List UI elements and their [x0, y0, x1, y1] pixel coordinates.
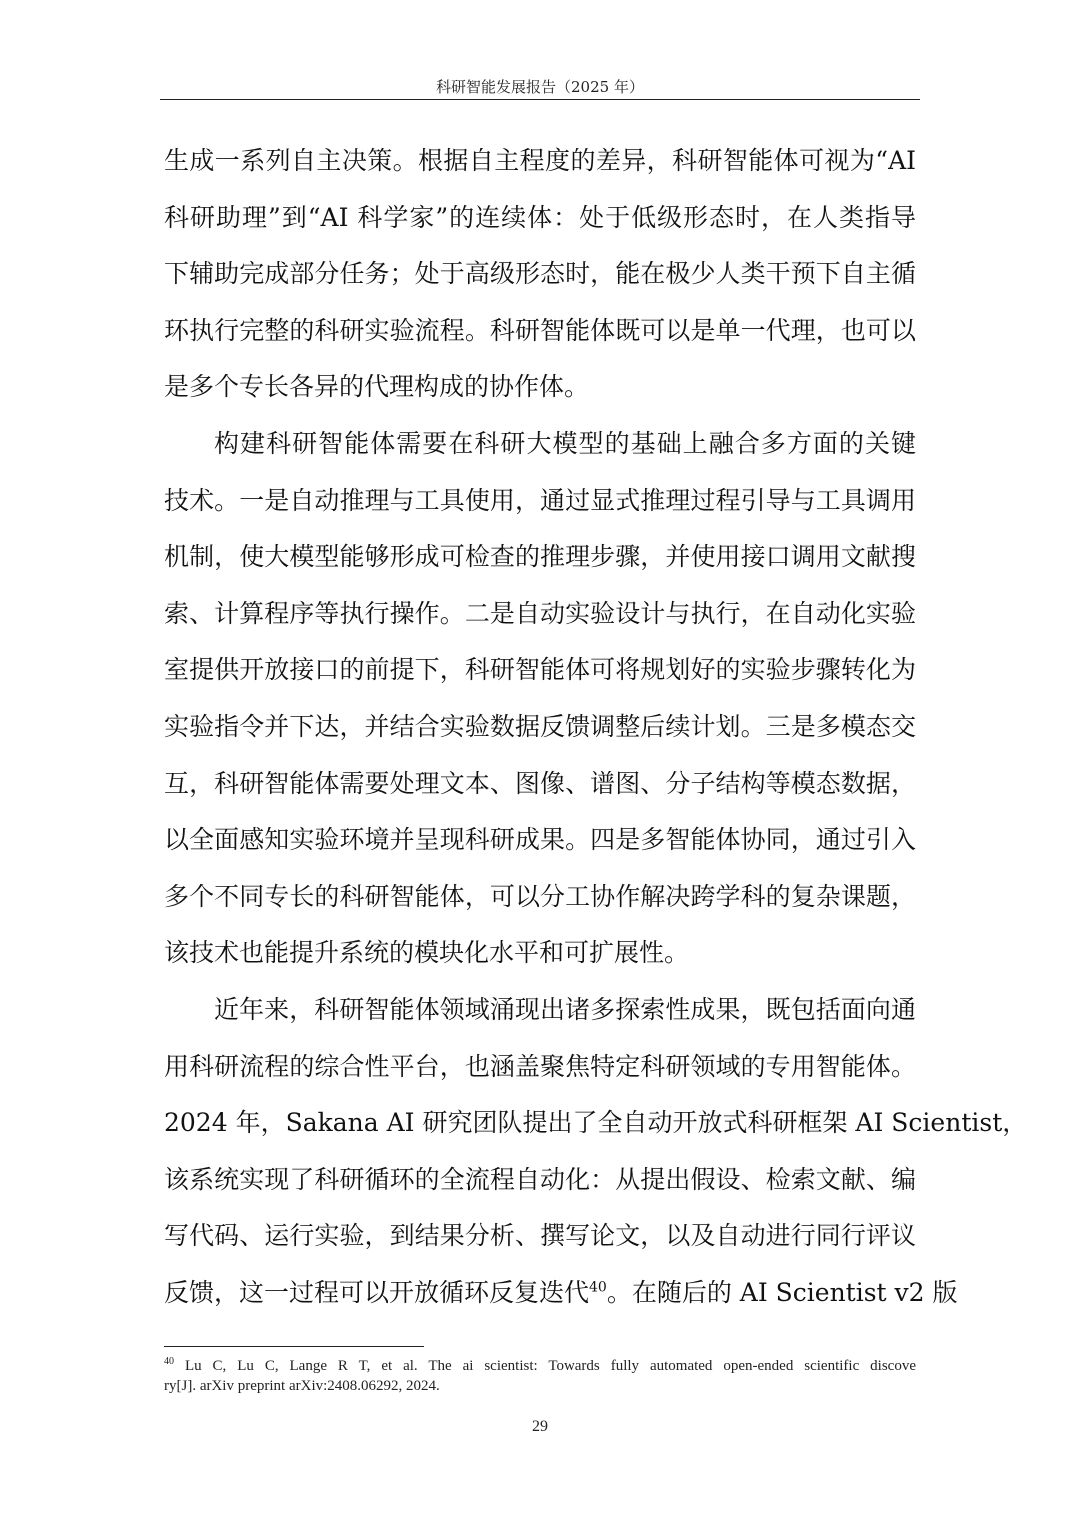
text-line-with-citation [164, 1265, 958, 1322]
text-line: 多个不同专长的科研智能体，可以分工协作解决跨学科的复杂课题， [164, 881, 916, 911]
page-number: 29 [532, 1418, 548, 1435]
text-line: 室提供开放接口的前提下，科研智能体可将规划好的实验步骤转化为 [164, 655, 916, 685]
text-line: 技术。一是自动推理与工具使用，通过显式推理过程引导与工具调用 [164, 485, 916, 515]
text-line: 该系统实现了科研循环的全流程自动化：从提出假设、检索文献、编 [164, 1164, 916, 1194]
paragraph-1 [164, 133, 916, 416]
text-line: 2024 年，Sakana AI 研究团队提出了全自动开放式科研框架 AI Scientist， [164, 1108, 1028, 1138]
body-text [164, 133, 1028, 1321]
text-line: 机制，使大模型能够形成可检查的推理步骤，并使用接口调用文献搜 [164, 542, 916, 572]
text-line: 环执行完整的科研实验流程。科研智能体既可以是单一代理，也可以 [164, 315, 916, 345]
text-line: 用科研流程的综合性平台，也涵盖聚焦特定科研领域的专用智能体。 [164, 1051, 916, 1081]
text-line: 下辅助完成部分任务；处于高级形态时，能在极少人类干预下自主循 [164, 259, 916, 289]
footnote [164, 1356, 916, 1396]
text-segment: 反馈，这一过程可以开放循环反复迭代 [164, 1277, 590, 1307]
footnote-line: ry[J]. arXiv preprint arXiv:2408.06292, 2024. [164, 1378, 440, 1394]
paragraph-3 [164, 982, 1028, 1322]
text-segment: 。在随后的 AI Scientist v2 版 [606, 1277, 958, 1307]
running-header-title: 科研智能发展报告（2025 年） [436, 78, 644, 96]
text-line: 索、计算程序等执行操作。二是自动实验设计与执行，在自动化实验 [164, 598, 916, 628]
text-line: 该技术也能提升系统的模块化水平和可扩展性。 [164, 938, 690, 968]
citation-reference[interactable]: 40 [589, 1279, 607, 1296]
paragraph-2 [164, 416, 916, 982]
footnote-separator [164, 1346, 424, 1347]
footnote-text: Lu C, Lu C, Lange R T, et al. The ai scientist: Towards fully automated open-ended scientific discove [184, 1358, 917, 1374]
text-line: 科研助理”到“AI 科学家”的连续体：处于低级形态时，在人类指导 [164, 202, 916, 232]
text-line: 近年来，科研智能体领域涌现出诸多探索性成果，既包括面向通 [214, 994, 916, 1024]
header-rule [160, 99, 920, 100]
text-line: 以全面感知实验环境并呈现科研成果。四是多智能体协同，通过引入 [164, 825, 916, 855]
text-line: 互，科研智能体需要处理文本、图像、谱图、分子结构等模态数据， [164, 768, 916, 798]
text-line: 是多个专长各异的代理构成的协作体。 [164, 372, 590, 402]
text-line: 构建科研智能体需要在科研大模型的基础上融合多方面的关键 [214, 428, 916, 458]
footnote-number: 40 [164, 1356, 174, 1367]
text-line: 生成一系列自主决策。根据自主程度的差异，科研智能体可视为“AI [164, 146, 916, 175]
footnote-line [164, 1356, 916, 1376]
text-line: 写代码、运行实验，到结果分析、撰写论文，以及自动进行同行评议 [164, 1221, 916, 1251]
text-line: 实验指令并下达，并结合实验数据反馈调整后续计划。三是多模态交 [164, 711, 916, 741]
